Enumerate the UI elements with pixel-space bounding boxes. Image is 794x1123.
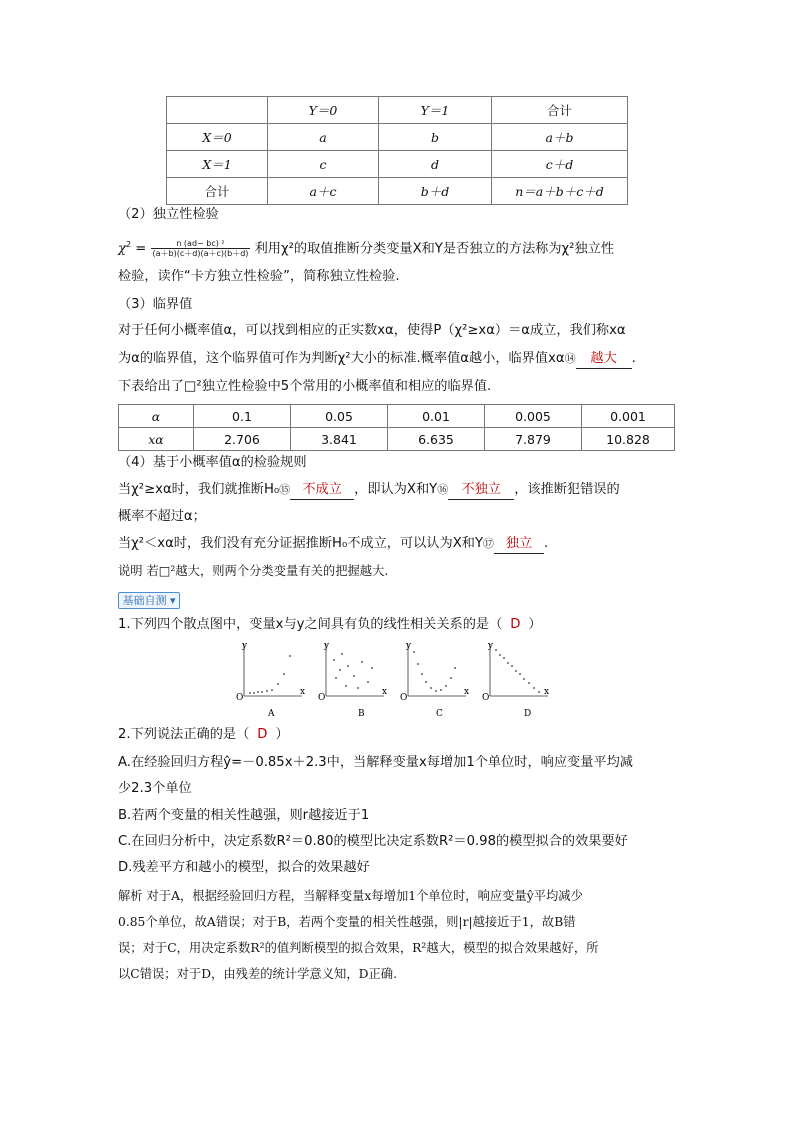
solution-line: 0.85个单位，故A错误；对于B，若两个变量的相关性越强，则|r|越接近于1，故B错 [118, 915, 576, 929]
table-row [167, 178, 628, 205]
scatter-point [253, 692, 255, 694]
paragraph-text: 概率不超过α； [118, 509, 206, 524]
table-cell: b＋d [379, 178, 492, 205]
table-cell: d [379, 151, 492, 178]
section-heading: （3）临界值 [118, 297, 193, 312]
answer-blank: 不成立 [290, 481, 354, 500]
blank-number: ⑮ [279, 483, 291, 496]
scatter-point [261, 691, 263, 693]
option-d: D.残差平方和越小的模型，拟合的效果越好 [118, 860, 370, 875]
fraction-denominator: (a＋b)(c＋d)(a＋c)(b＋d) [152, 248, 249, 258]
scatter-plot-d [482, 641, 549, 719]
paragraph-text: 利用χ²的取值推断分类变量X和Y是否独立的方法称为χ²独立性 [254, 241, 615, 257]
scatter-point [367, 681, 369, 683]
table-cell: a＋b [492, 124, 628, 151]
x-axis-label: x [544, 687, 550, 697]
scatter-plots [232, 638, 552, 722]
scatter-point [347, 665, 349, 667]
option-b: B.若两个变量的相关性越强，则r越接近于1 [118, 808, 370, 823]
chi-symbol: χ [118, 241, 126, 257]
scatter-point [507, 662, 509, 664]
scatter-point [533, 687, 535, 689]
table-cell: 合计 [167, 178, 268, 205]
table-cell: a [268, 124, 379, 151]
plot-label: C [436, 709, 443, 719]
scatter-point [454, 667, 456, 669]
section-heading: （2）独立性检验 [118, 207, 219, 222]
basic-self-test-tag [118, 592, 180, 609]
scatter-point [339, 669, 341, 671]
scatter-point [499, 654, 501, 656]
table-cell: 10.828 [582, 428, 675, 451]
scatter-point [283, 673, 285, 675]
answer-blank: 越大 [576, 350, 632, 369]
solution-line: 误；对于C，用决定系数R²的值判断模型的拟合效果，R²越大，模型的拟合效果越好，所 [118, 941, 599, 955]
scatter-point [277, 683, 279, 685]
table-cell: X＝0 [167, 124, 268, 151]
option-c: C.在回归分析中，决定系数R²＝0.80的模型比决定系数R²＝0.98的模型拟合的效果要好 [118, 834, 628, 849]
answer-blank: 独立 [494, 535, 544, 554]
scatter-point [249, 692, 251, 694]
table-cell: 0.05 [291, 405, 388, 428]
blank-number: ⑭ [564, 352, 576, 365]
y-axis-label: y [406, 641, 412, 651]
y-axis-label: y [242, 641, 248, 651]
plot-label: A [268, 709, 275, 719]
origin-label: O [400, 693, 408, 703]
origin-label: O [482, 693, 490, 703]
paragraph-text: 下表给出了□²独立性检验中5个常用的小概率值和相应的临界值. [118, 379, 492, 394]
equals-sign: = [131, 241, 151, 257]
question-stem: 1.下列四个散点图中，变量x与y之间具有负的线性相关关系的是（ [118, 617, 503, 632]
plot-label: D [524, 709, 532, 719]
question-stem: 2.下列说法正确的是（ [118, 727, 250, 742]
rule-line [118, 481, 620, 500]
paragraph-text: 当χ²≥xα时，我们就推断H₀ [118, 482, 280, 497]
table-cell: xα [119, 428, 194, 451]
scatter-point [371, 667, 373, 669]
answer-blank: 不独立 [448, 481, 514, 500]
scatter-point [528, 682, 530, 684]
table-cell: 2.706 [194, 428, 291, 451]
scatter-point [450, 677, 452, 679]
scatter-point [341, 653, 343, 655]
option-a: A.在经验回归方程ŷ=－0.85x＋2.3中，当解释变量x每增加1个单位时，响应变量平均减 [118, 755, 633, 770]
scatter-point [519, 673, 521, 675]
scatter-point [538, 691, 540, 693]
question-close: ） [528, 617, 542, 632]
scatter-point [266, 690, 268, 692]
table-row [167, 151, 628, 178]
note-text: 说明 若□²越大，则两个分类变量有关的把握越大. [118, 564, 389, 578]
scatter-point [523, 678, 525, 680]
scatter-point [357, 687, 359, 689]
plot-label: B [358, 709, 365, 719]
question-answer: D [257, 727, 268, 742]
paragraph-text: 为α的临界值，这个临界值可作为判断χ²大小的标准.概率值α越小，临界值xα [118, 351, 565, 366]
scatter-point [425, 681, 427, 683]
paragraph-text: 对于任何小概率值α，可以找到相应的正实数xα，使得P（χ²≥xα）＝α成立，我们称xα [118, 323, 626, 338]
critical-value-line [118, 350, 636, 369]
table-cell: α [119, 405, 194, 428]
table-cell: Y＝1 [379, 97, 492, 124]
table-cell: 0.005 [485, 405, 582, 428]
scatter-point [271, 689, 273, 691]
table-cell [167, 97, 268, 124]
table-cell: Y＝0 [268, 97, 379, 124]
table-row [119, 405, 675, 428]
blank-number: ⑯ [437, 483, 449, 496]
question-1 [118, 616, 542, 634]
table-cell: 合计 [492, 97, 628, 124]
x-axis-label: x [300, 687, 306, 697]
origin-label: O [236, 693, 244, 703]
solution-line: 以C错误；对于D，由残差的统计学意义知，D正确. [118, 967, 397, 981]
paragraph-text: . [544, 536, 549, 551]
table-cell: 7.879 [485, 428, 582, 451]
scatter-point [289, 655, 291, 657]
question-2 [118, 726, 289, 744]
question-answer: D [510, 617, 521, 632]
chi-square-formula-line [118, 236, 614, 258]
scatter-plot-c [400, 641, 469, 719]
scatter-plot-b [318, 641, 387, 719]
paragraph-text: 检验，读作“卡方独立性检验”，简称独立性检验. [118, 269, 400, 284]
exponent: 2 [126, 240, 132, 249]
scatter-point [511, 665, 513, 667]
fraction-numerator: n (ad− bc) ² [151, 239, 251, 249]
paragraph-text: . [631, 351, 636, 366]
scatter-point [257, 691, 259, 693]
solution-line: 解析 对于A，根据经验回归方程，当解释变量x每增加1个单位时，响应变量ŷ平均减少 [118, 889, 583, 903]
x-axis-label: x [382, 687, 388, 697]
chi-square-fraction [151, 239, 251, 258]
table-cell: 6.635 [388, 428, 485, 451]
critical-value-table [118, 404, 675, 451]
table-row [167, 97, 628, 124]
scatter-point [515, 670, 517, 672]
scatter-point [445, 685, 447, 687]
table-cell: 3.841 [291, 428, 388, 451]
scatter-point [333, 659, 335, 661]
scatter-point [417, 663, 419, 665]
scatter-point [503, 657, 505, 659]
scatter-point [430, 687, 432, 689]
option-a-continued: 少2.3个单位 [118, 781, 192, 796]
chevron-down-icon: ▾ [169, 594, 176, 607]
rule-line [118, 535, 548, 554]
table-row [167, 124, 628, 151]
scatter-point [435, 690, 437, 692]
contingency-table [166, 96, 628, 205]
scatter-point [353, 675, 355, 677]
scatter-point [345, 685, 347, 687]
blank-number: ⑰ [483, 537, 495, 550]
scatter-point [413, 651, 415, 653]
scatter-point [361, 661, 363, 663]
y-axis-label: y [324, 641, 330, 651]
table-cell: n＝a＋b＋c＋d [492, 178, 628, 205]
scatter-plot-a [236, 641, 305, 719]
origin-label: O [318, 693, 326, 703]
table-cell: X＝1 [167, 151, 268, 178]
tag-label: 基础自测 [122, 594, 167, 607]
section-heading: （4）基于小概率值α的检验规则 [118, 455, 307, 470]
x-axis-label: x [464, 687, 470, 697]
table-cell: 0.1 [194, 405, 291, 428]
table-row [119, 428, 675, 451]
paragraph-text: ，该推断犯错误的 [514, 482, 620, 497]
scatter-point [335, 677, 337, 679]
table-cell: a＋c [268, 178, 379, 205]
scatter-point [421, 673, 423, 675]
paragraph-text: 当χ²＜xα时，我们没有充分证据推断H₀不成立，可以认为X和Y [118, 536, 484, 551]
table-cell: 0.01 [388, 405, 485, 428]
y-axis-label: y [488, 641, 494, 651]
question-close: ） [275, 727, 289, 742]
table-cell: c [268, 151, 379, 178]
table-cell: 0.001 [582, 405, 675, 428]
scatter-point [440, 689, 442, 691]
paragraph-text: ，即认为X和Y [354, 482, 438, 497]
scatter-point [495, 649, 497, 651]
table-cell: c＋d [492, 151, 628, 178]
table-cell: b [379, 124, 492, 151]
